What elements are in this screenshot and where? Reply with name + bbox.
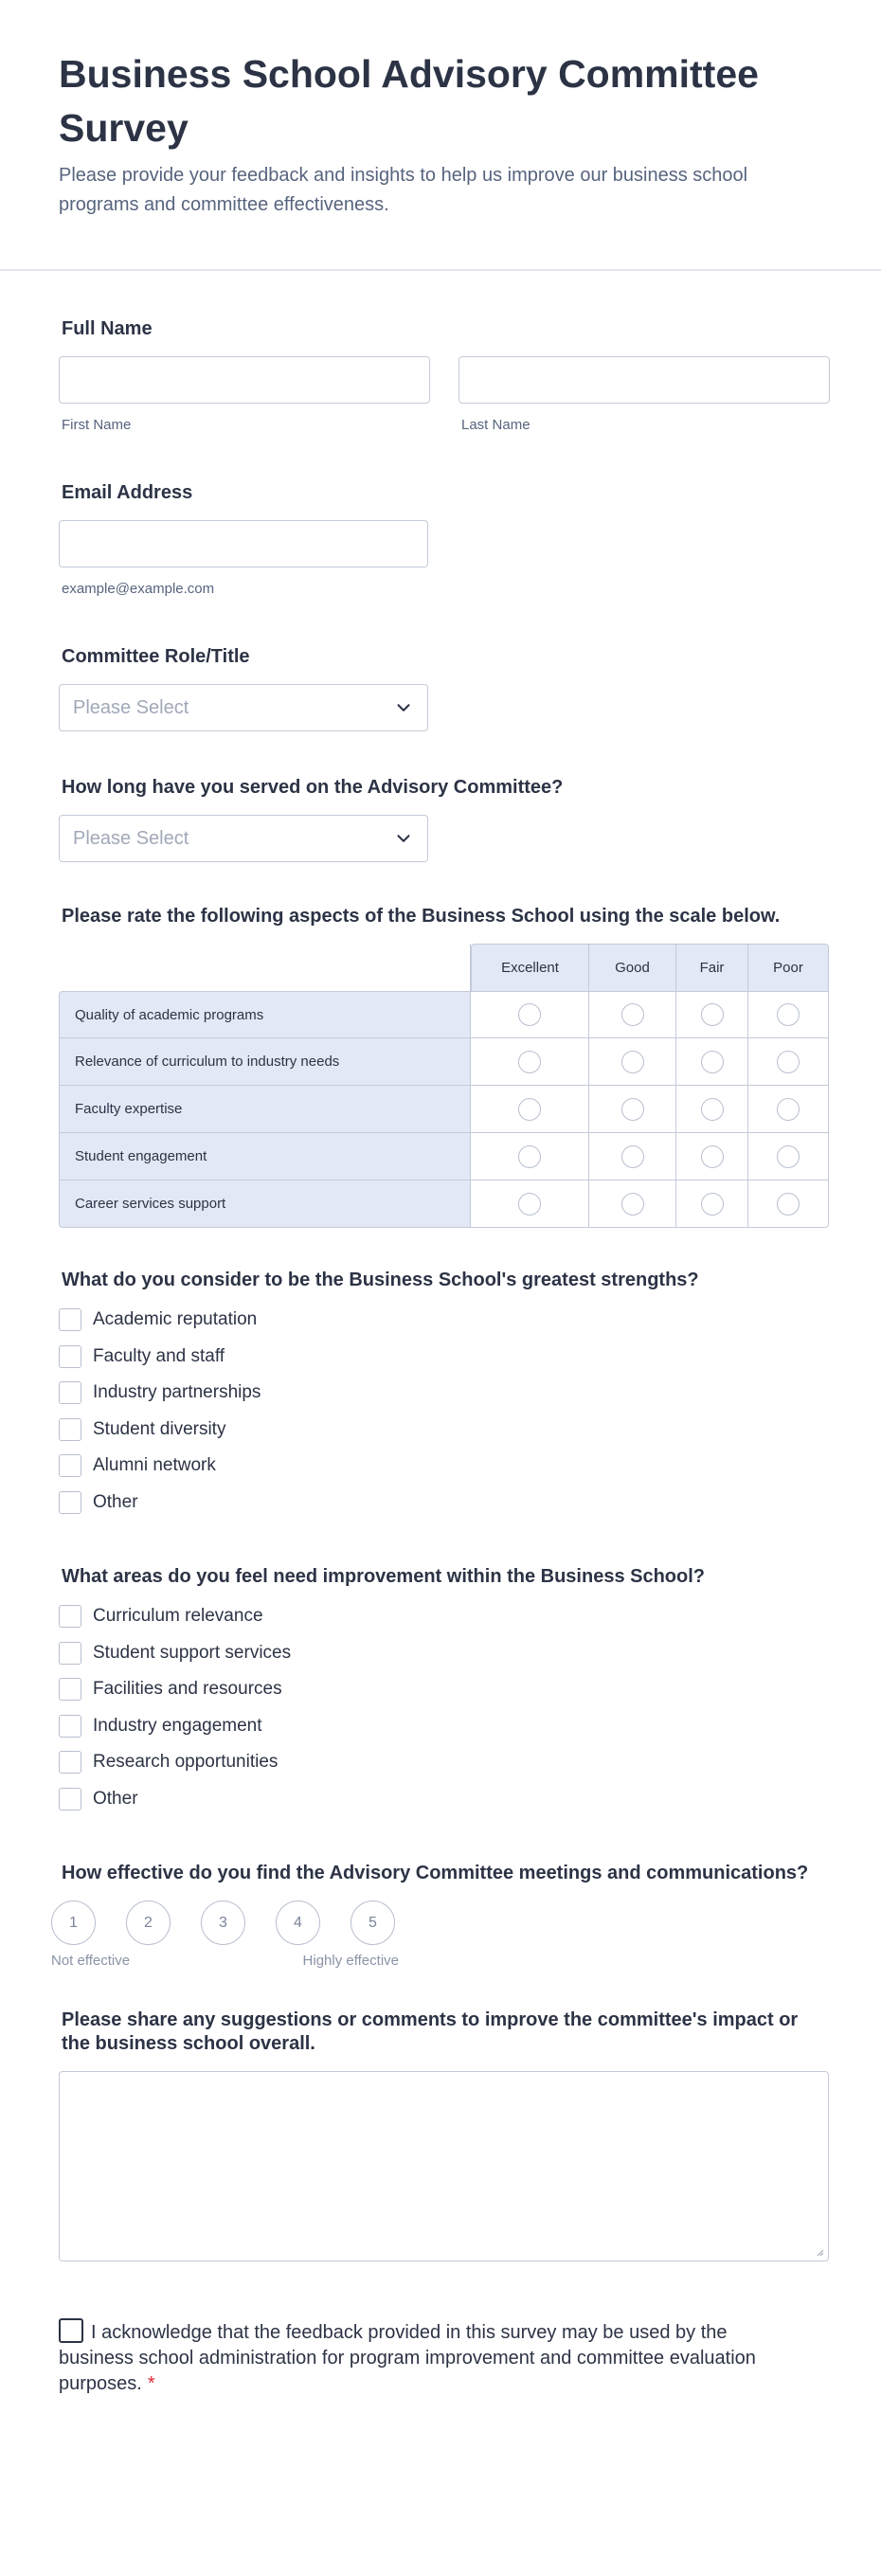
rating-radio-poor[interactable] (777, 1051, 800, 1073)
tenure-label: How long have you served on the Advisory Committee? (62, 777, 564, 798)
matrix-row-label: Student engagement (59, 1133, 471, 1180)
matrix-row-label: Faculty expertise (59, 1086, 471, 1133)
checkbox[interactable] (59, 1605, 81, 1628)
rating-radio-good[interactable] (621, 1145, 644, 1168)
matrix-row (59, 1038, 829, 1086)
improvements-option[interactable] (59, 1671, 822, 1708)
strengths-options (59, 1302, 822, 1521)
rating-radio-poor[interactable] (777, 1145, 800, 1168)
email-input[interactable] (59, 520, 428, 567)
rating-radio-fair[interactable] (701, 1193, 724, 1216)
strengths-option[interactable] (59, 1485, 822, 1522)
scale-option-1[interactable]: 1 (51, 1900, 96, 1945)
matrix-row (59, 991, 829, 1038)
matrix-col-poor: Poor (748, 944, 829, 991)
scale-low-label: Not effective (51, 1953, 131, 1969)
option-label: Faculty and staff (93, 1345, 225, 1366)
rating-radio-excellent[interactable] (518, 1003, 541, 1026)
matrix-row-label: Relevance of curriculum to industry needs (59, 1038, 471, 1086)
scale-option-4[interactable]: 4 (276, 1900, 320, 1945)
rating-radio-poor[interactable] (777, 1003, 800, 1026)
strengths-option[interactable] (59, 1339, 822, 1376)
role-select-value: Please Select (73, 696, 189, 718)
strengths-option[interactable] (59, 1375, 822, 1412)
full-name-label: Full Name (62, 318, 153, 339)
matrix-col-excellent: Excellent (471, 944, 589, 991)
matrix-col-fair: Fair (676, 944, 748, 991)
checkbox[interactable] (59, 1418, 81, 1441)
scale-option-3[interactable]: 3 (201, 1900, 245, 1945)
acknowledge-text-block (59, 2318, 798, 2397)
rating-radio-good[interactable] (621, 1098, 644, 1121)
option-label: Alumni network (93, 1455, 216, 1476)
form-title: Business School Advisory Committee Survey (59, 52, 759, 150)
strengths-option[interactable] (59, 1412, 822, 1449)
rating-radio-excellent[interactable] (518, 1145, 541, 1168)
first-name-input[interactable] (59, 356, 430, 404)
rating-radio-good[interactable] (621, 1051, 644, 1073)
checkbox[interactable] (59, 1678, 81, 1701)
matrix-header-row (59, 944, 829, 991)
improvements-options (59, 1598, 822, 1817)
option-label: Student diversity (93, 1418, 226, 1439)
rating-radio-poor[interactable] (777, 1193, 800, 1216)
rating-radio-good[interactable] (621, 1193, 644, 1216)
improvements-option[interactable] (59, 1598, 822, 1635)
matrix-corner (59, 944, 471, 991)
matrix-row-label: Career services support (59, 1180, 471, 1228)
option-label: Industry partnerships (93, 1382, 261, 1403)
first-name-sublabel: First Name (62, 417, 132, 433)
checkbox[interactable] (59, 1751, 81, 1774)
improvements-field (59, 1564, 822, 1817)
scale-high-label: Highly effective (302, 1953, 399, 1969)
improvements-label: What areas do you feel need improvement within the Business School? (62, 1566, 706, 1587)
tenure-select[interactable] (59, 815, 428, 862)
acknowledge-field (59, 2318, 822, 2397)
survey-form (0, 316, 881, 2397)
rating-radio-excellent[interactable] (518, 1193, 541, 1216)
option-label: Research opportunities (93, 1752, 279, 1773)
strengths-option[interactable] (59, 1302, 822, 1339)
matrix-row-label: Quality of academic programs (59, 991, 471, 1038)
chevron-down-icon (393, 828, 414, 849)
option-label: Academic reputation (93, 1309, 258, 1330)
email-sublabel: example@example.com (62, 581, 215, 597)
comments-textarea[interactable] (59, 2071, 829, 2261)
full-name-field (59, 316, 822, 433)
effectiveness-label: How effective do you find the Advisory Committee meetings and communications? (62, 1863, 809, 1883)
improvements-option[interactable] (59, 1635, 822, 1672)
checkbox[interactable] (59, 1642, 81, 1665)
comments-label: Please share any suggestions or comments to improve the committee's impact or the business school overall. (62, 2009, 799, 2054)
last-name-input[interactable] (458, 356, 830, 404)
effectiveness-field (51, 1861, 822, 1969)
option-label: Other (93, 1788, 138, 1809)
email-field (59, 480, 822, 597)
rating-radio-fair[interactable] (701, 1051, 724, 1073)
comments-field (59, 2009, 822, 2261)
rating-radio-good[interactable] (621, 1003, 644, 1026)
scale-labels (51, 1953, 399, 1969)
tenure-field (59, 775, 822, 862)
resize-handle-icon[interactable] (815, 2247, 824, 2257)
tenure-select-value: Please Select (73, 827, 189, 849)
scale-option-2[interactable]: 2 (126, 1900, 171, 1945)
form-header (0, 0, 881, 271)
strengths-field (59, 1268, 822, 1521)
checkbox[interactable] (59, 1715, 81, 1738)
option-label: Student support services (93, 1642, 292, 1663)
option-label: Curriculum relevance (93, 1606, 263, 1627)
rating-radio-fair[interactable] (701, 1003, 724, 1026)
rating-radio-poor[interactable] (777, 1098, 800, 1121)
rating-label: Please rate the following aspects of the Business School using the scale below. (62, 906, 781, 927)
effectiveness-scale (51, 1900, 822, 1945)
role-label: Committee Role/Title (62, 646, 250, 667)
rating-radio-excellent[interactable] (518, 1051, 541, 1073)
improvements-option[interactable] (59, 1744, 822, 1781)
checkbox[interactable] (59, 1491, 81, 1514)
acknowledge-checkbox[interactable] (59, 2318, 83, 2343)
checkbox[interactable] (59, 1381, 81, 1404)
strengths-option[interactable] (59, 1448, 822, 1485)
scale-option-5[interactable]: 5 (351, 1900, 395, 1945)
improvements-option[interactable] (59, 1781, 822, 1818)
matrix-row (59, 1180, 829, 1228)
option-label: Facilities and resources (93, 1679, 282, 1700)
matrix-row (59, 1133, 829, 1180)
last-name-sublabel: Last Name (461, 417, 530, 433)
rating-matrix (59, 944, 829, 1228)
rating-radio-excellent[interactable] (518, 1098, 541, 1121)
required-mark: * (147, 2373, 155, 2394)
role-field (59, 644, 822, 731)
improvements-option[interactable] (59, 1708, 822, 1745)
rating-radio-fair[interactable] (701, 1098, 724, 1121)
chevron-down-icon (393, 697, 414, 718)
role-select[interactable] (59, 684, 428, 731)
rating-radio-fair[interactable] (701, 1145, 724, 1168)
option-label: Industry engagement (93, 1715, 262, 1736)
checkbox[interactable] (59, 1788, 81, 1810)
option-label: Other (93, 1491, 138, 1512)
checkbox[interactable] (59, 1345, 81, 1368)
rating-field (59, 904, 822, 1228)
matrix-col-good: Good (589, 944, 676, 991)
checkbox[interactable] (59, 1308, 81, 1331)
form-subtitle: Please provide your feedback and insights to help us improve our business school programs and committee effectiveness. (59, 165, 748, 215)
matrix-row (59, 1086, 829, 1133)
email-label: Email Address (62, 482, 193, 503)
strengths-label: What do you consider to be the Business School's greatest strengths? (62, 1270, 699, 1290)
checkbox[interactable] (59, 1454, 81, 1477)
acknowledge-text: I acknowledge that the feedback provided in this survey may be used by the business school administration for program improvement and committee evaluation purposes. (59, 2322, 756, 2394)
